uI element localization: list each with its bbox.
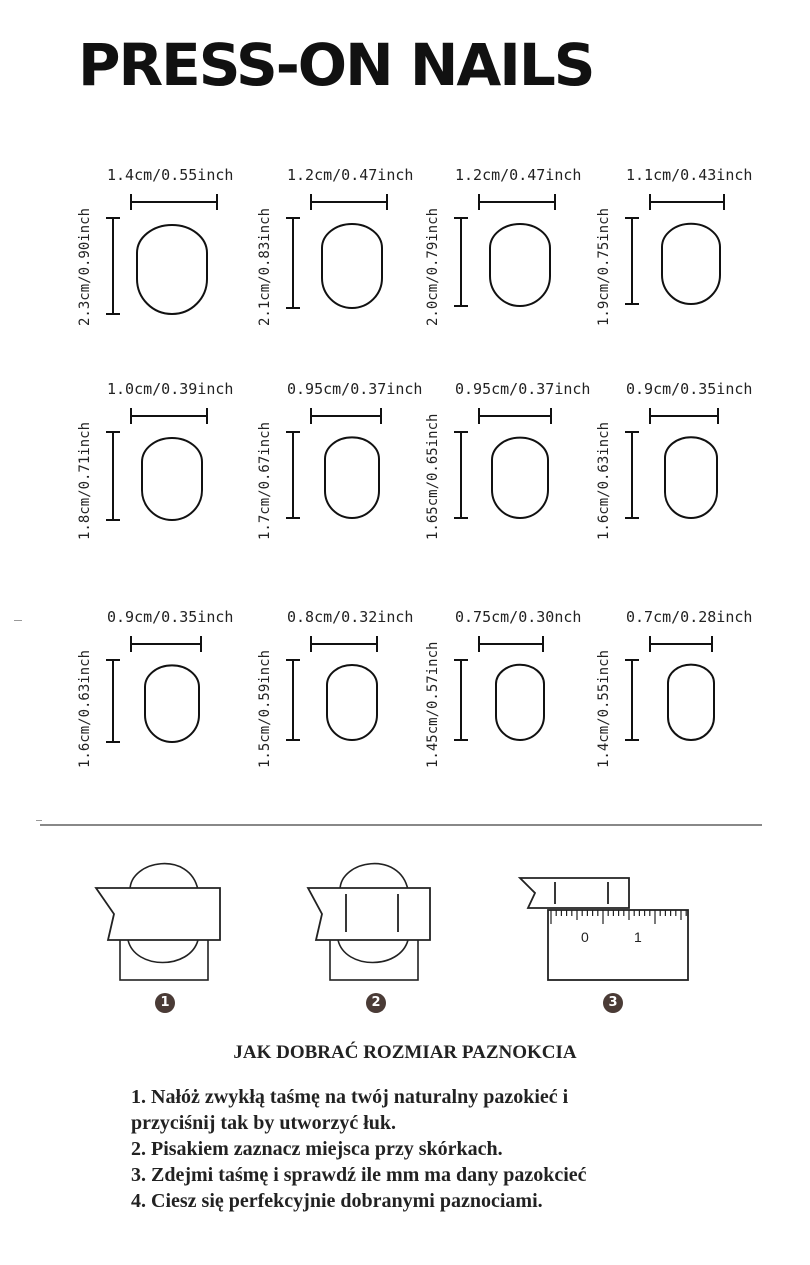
nail-size-item xyxy=(423,608,613,788)
nail-height-label: 1.4cm/0.55inch xyxy=(596,649,612,768)
step-3-illustration xyxy=(515,870,695,985)
nail-size-item xyxy=(255,380,445,560)
nail-size-item xyxy=(423,380,613,560)
nail-height-label: 1.6cm/0.63inch xyxy=(77,649,93,768)
nail-outline xyxy=(327,665,377,740)
nail-width-label: 1.1cm/0.43inch xyxy=(626,166,753,184)
nail-diagram xyxy=(594,608,784,788)
nail-diagram xyxy=(423,608,613,788)
nail-outline xyxy=(142,438,202,520)
instruction-list xyxy=(131,1084,587,1214)
nail-outline xyxy=(137,225,207,314)
step-2-illustration xyxy=(300,850,440,990)
nail-width-label: 1.2cm/0.47inch xyxy=(287,166,414,184)
nail-size-item xyxy=(594,608,784,788)
nail-height-label: 2.1cm/0.83inch xyxy=(257,207,273,326)
nail-height-label: 1.5cm/0.59inch xyxy=(257,649,273,768)
ruler-label-1: 1 xyxy=(634,929,642,945)
nail-width-label: 0.9cm/0.35inch xyxy=(107,608,234,626)
nail-size-item xyxy=(75,166,265,346)
nail-outline xyxy=(492,438,548,518)
nail-height-label: 1.45cm/0.57inch xyxy=(425,641,441,768)
step-number-2: 2 xyxy=(366,993,386,1013)
stray-mark xyxy=(36,820,42,821)
nail-height-label: 1.6cm/0.63inch xyxy=(596,421,612,540)
nail-diagram xyxy=(75,608,265,788)
nail-height-label: 2.3cm/0.90inch xyxy=(77,207,93,326)
nail-size-item xyxy=(255,608,445,788)
nail-size-item xyxy=(75,608,265,788)
nail-height-label: 1.9cm/0.75inch xyxy=(596,207,612,326)
nail-width-label: 0.9cm/0.35inch xyxy=(626,380,753,398)
nail-outline xyxy=(322,224,382,308)
nail-diagram xyxy=(255,380,445,560)
nail-size-item xyxy=(423,166,613,346)
nail-diagram xyxy=(75,380,265,560)
nail-height-label: 2.0cm/0.79inch xyxy=(425,207,441,326)
nail-width-label: 1.0cm/0.39inch xyxy=(107,380,234,398)
guide-title: JAK DOBRAĆ ROZMIAR PAZNOKCIA xyxy=(233,1042,577,1063)
nail-outline xyxy=(325,437,379,518)
nail-height-label: 1.8cm/0.71inch xyxy=(77,421,93,540)
instruction-line: 1. Nałóż zwykłą taśmę na twój naturalny pazokieć i xyxy=(131,1086,569,1108)
nail-diagram xyxy=(423,380,613,560)
nail-diagram xyxy=(594,380,784,560)
ruler-label-0: 0 xyxy=(581,929,589,945)
nail-height-label: 1.65cm/0.65inch xyxy=(425,413,441,540)
nail-outline xyxy=(490,224,550,306)
instruction-line: 2. Pisakiem zaznacz miejsca przy skórkach. xyxy=(131,1138,503,1160)
step-1-illustration xyxy=(90,850,230,990)
nail-size-item xyxy=(594,166,784,346)
nail-diagram xyxy=(255,608,445,788)
nail-outline xyxy=(496,665,544,740)
nail-width-label: 1.4cm/0.55inch xyxy=(107,166,234,184)
nail-diagram xyxy=(255,166,445,346)
nail-width-label: 0.75cm/0.30nch xyxy=(455,608,582,626)
step-number-1: 1 xyxy=(155,993,175,1013)
nail-outline xyxy=(145,665,199,742)
section-divider xyxy=(40,824,762,826)
nail-width-label: 0.7cm/0.28inch xyxy=(626,608,753,626)
instruction-line: 3. Zdejmi taśmę i sprawdź ile mm ma dany pazokcieć xyxy=(131,1164,587,1186)
nail-width-label: 0.95cm/0.37inch xyxy=(455,380,591,398)
nail-size-item xyxy=(75,380,265,560)
nail-size-item xyxy=(594,380,784,560)
nail-width-label: 0.95cm/0.37inch xyxy=(287,380,423,398)
nail-width-label: 0.8cm/0.32inch xyxy=(287,608,414,626)
page-title: PRESS-ON NAILS xyxy=(78,31,594,99)
nail-width-label: 1.2cm/0.47inch xyxy=(455,166,582,184)
instruction-line: 4. Ciesz się perfekcyjnie dobranymi paznociami. xyxy=(131,1190,543,1212)
nail-diagram xyxy=(594,166,784,346)
nail-outline xyxy=(662,224,720,304)
instruction-line: przyciśnij tak by utworzyć łuk. xyxy=(131,1112,396,1134)
nail-diagram xyxy=(423,166,613,346)
step-number-3: 3 xyxy=(603,993,623,1013)
stray-mark xyxy=(14,620,22,621)
nail-outline xyxy=(665,437,717,518)
nail-diagram xyxy=(75,166,265,346)
nail-height-label: 1.7cm/0.67inch xyxy=(257,421,273,540)
nail-outline xyxy=(668,665,714,740)
nail-size-item xyxy=(255,166,445,346)
